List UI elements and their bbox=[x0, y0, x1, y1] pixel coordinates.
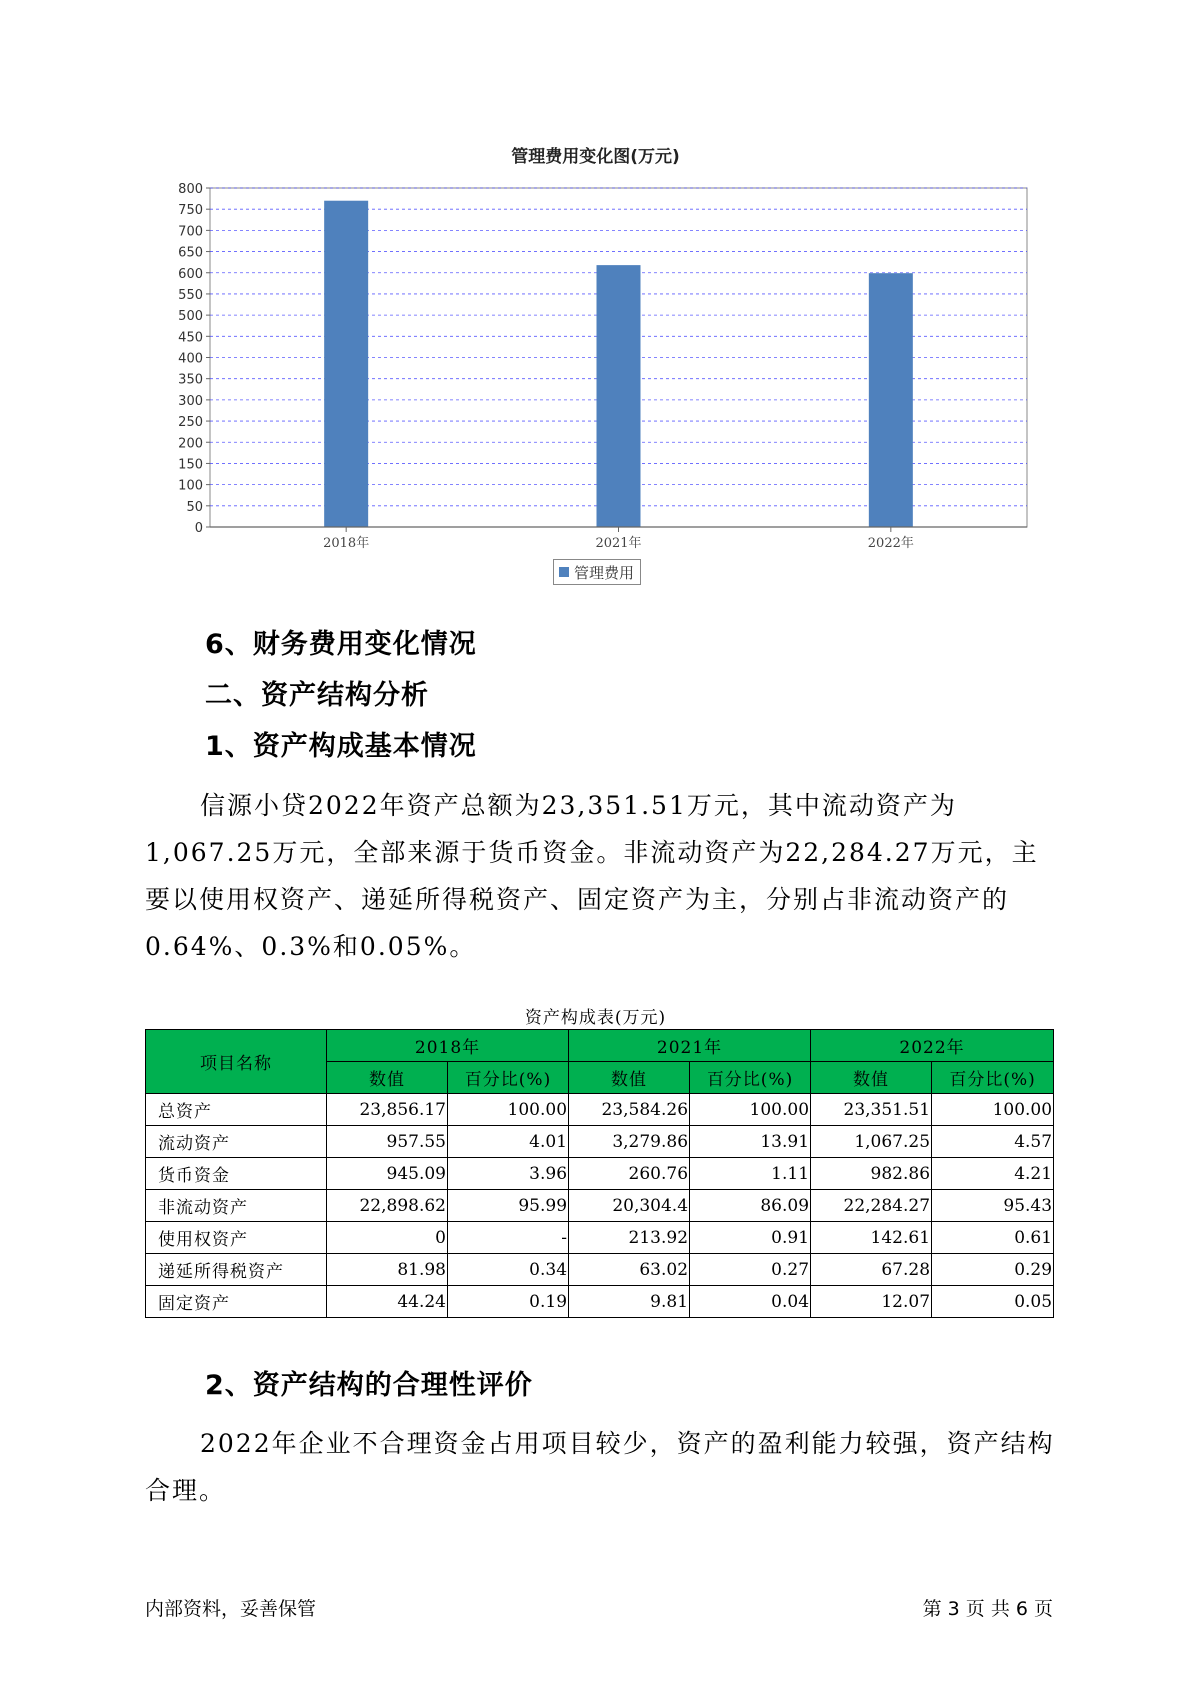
footer-page-info: 第 3 页 共 6 页 bbox=[922, 1598, 1053, 1620]
chart-legend bbox=[553, 559, 641, 585]
table-row bbox=[146, 1222, 1054, 1254]
header-value: 数值 bbox=[327, 1062, 448, 1094]
y-tick-label: 50 bbox=[186, 499, 203, 515]
table-row bbox=[146, 1126, 1054, 1158]
row-percent-cell: 3.96 bbox=[448, 1158, 569, 1190]
table-row bbox=[146, 1286, 1054, 1318]
chart-title: 管理费用变化图(万元) bbox=[511, 147, 680, 167]
heading-finance-cost: 6、财务费用变化情况 bbox=[205, 629, 477, 660]
row-value-cell: 1,067.25 bbox=[811, 1126, 932, 1158]
y-tick-label: 700 bbox=[178, 224, 203, 240]
x-tick-label: 2022年 bbox=[867, 536, 914, 551]
bar bbox=[869, 273, 913, 527]
row-value-cell: 9.81 bbox=[569, 1286, 690, 1318]
row-value-cell: 22,898.62 bbox=[327, 1190, 448, 1222]
row-item-name: 非流动资产 bbox=[146, 1190, 327, 1222]
row-value-cell: 957.55 bbox=[327, 1126, 448, 1158]
row-percent-cell: 95.43 bbox=[932, 1190, 1054, 1222]
y-tick-label: 150 bbox=[178, 457, 203, 473]
row-percent-cell: 1.11 bbox=[690, 1158, 811, 1190]
header-value: 数值 bbox=[811, 1062, 932, 1094]
y-tick-label: 550 bbox=[178, 287, 203, 303]
row-percent-cell: 4.57 bbox=[932, 1126, 1054, 1158]
header-year-2022: 2022年 bbox=[811, 1030, 1054, 1062]
row-percent-cell: 4.21 bbox=[932, 1158, 1054, 1190]
row-value-cell: 142.61 bbox=[811, 1222, 932, 1254]
table-header-row-years bbox=[146, 1030, 1054, 1062]
rationality-paragraph: 2022年企业不合理资金占用项目较少，资产的盈利能力较强，资产结构合理。 bbox=[145, 1429, 1055, 1505]
y-tick-label: 400 bbox=[178, 351, 203, 367]
row-percent-cell: 100.00 bbox=[690, 1094, 811, 1126]
row-percent-cell: 95.99 bbox=[448, 1190, 569, 1222]
y-tick-label: 750 bbox=[178, 203, 203, 219]
row-percent-cell: 0.34 bbox=[448, 1254, 569, 1286]
row-value-cell: 3,279.86 bbox=[569, 1126, 690, 1158]
row-percent-cell: 0.05 bbox=[932, 1286, 1054, 1318]
header-year-2021: 2021年 bbox=[569, 1030, 811, 1062]
row-value-cell: 982.86 bbox=[811, 1158, 932, 1190]
x-tick-label: 2021年 bbox=[595, 536, 642, 551]
bar bbox=[324, 201, 368, 527]
y-tick-label: 450 bbox=[178, 330, 203, 346]
heading-asset-rationality: 2、资产结构的合理性评价 bbox=[205, 1370, 533, 1401]
y-tick-label: 800 bbox=[178, 182, 203, 197]
row-item-name: 总资产 bbox=[146, 1094, 327, 1126]
row-value-cell: 23,856.17 bbox=[327, 1094, 448, 1126]
row-percent-cell: - bbox=[448, 1222, 569, 1254]
asset-summary-paragraph: 信源小贷2022年资产总额为23,351.51万元，其中流动资产为1,067.25万元，全部来源于货币资金。非流动资产为22,284.27万元，主要以使用权资产、递延所得税资产、固定资产为主，分别占非流动资产的0.64%、0.3%和0.05%。 bbox=[145, 791, 1039, 961]
table-row bbox=[146, 1254, 1054, 1286]
row-item-name: 递延所得税资产 bbox=[146, 1254, 327, 1286]
row-value-cell: 260.76 bbox=[569, 1158, 690, 1190]
y-tick-label: 0 bbox=[194, 521, 203, 536]
legend-label: 管理费用 bbox=[574, 563, 635, 582]
y-tick-label: 500 bbox=[178, 309, 203, 325]
row-value-cell: 945.09 bbox=[327, 1158, 448, 1190]
footer-confidential: 内部资料，妥善保管 bbox=[145, 1598, 317, 1620]
management-expense-chart bbox=[0, 0, 1191, 600]
row-value-cell: 22,284.27 bbox=[811, 1190, 932, 1222]
table-body bbox=[146, 1094, 1054, 1318]
row-value-cell: 63.02 bbox=[569, 1254, 690, 1286]
bar bbox=[597, 265, 641, 527]
legend-swatch bbox=[559, 567, 569, 577]
asset-composition-table bbox=[145, 1029, 1054, 1318]
header-item-name: 项目名称 bbox=[146, 1030, 327, 1094]
table-row bbox=[146, 1158, 1054, 1190]
row-value-cell: 81.98 bbox=[327, 1254, 448, 1286]
y-tick-label: 200 bbox=[178, 436, 203, 452]
row-percent-cell: 0.04 bbox=[690, 1286, 811, 1318]
row-percent-cell: 0.61 bbox=[932, 1222, 1054, 1254]
row-item-name: 货币资金 bbox=[146, 1158, 327, 1190]
row-value-cell: 23,584.26 bbox=[569, 1094, 690, 1126]
row-percent-cell: 100.00 bbox=[448, 1094, 569, 1126]
row-percent-cell: 0.27 bbox=[690, 1254, 811, 1286]
header-year-2018: 2018年 bbox=[327, 1030, 569, 1062]
row-value-cell: 0 bbox=[327, 1222, 448, 1254]
header-percent: 百分比(%) bbox=[932, 1062, 1054, 1094]
header-value: 数值 bbox=[569, 1062, 690, 1094]
table-row bbox=[146, 1190, 1054, 1222]
heading-asset-structure: 二、资产结构分析 bbox=[205, 680, 429, 711]
row-item-name: 使用权资产 bbox=[146, 1222, 327, 1254]
row-item-name: 固定资产 bbox=[146, 1286, 327, 1318]
row-percent-cell: 13.91 bbox=[690, 1126, 811, 1158]
y-tick-label: 100 bbox=[178, 478, 203, 494]
y-tick-label: 300 bbox=[178, 393, 203, 409]
row-percent-cell: 0.91 bbox=[690, 1222, 811, 1254]
row-item-name: 流动资产 bbox=[146, 1126, 327, 1158]
table-caption: 资产构成表(万元) bbox=[524, 1008, 667, 1028]
row-value-cell: 20,304.4 bbox=[569, 1190, 690, 1222]
x-tick-label: 2018年 bbox=[323, 536, 370, 551]
row-value-cell: 23,351.51 bbox=[811, 1094, 932, 1126]
row-percent-cell: 4.01 bbox=[448, 1126, 569, 1158]
y-tick-label: 350 bbox=[178, 372, 203, 388]
y-tick-label: 250 bbox=[178, 415, 203, 431]
y-tick-label: 650 bbox=[178, 245, 203, 261]
row-value-cell: 213.92 bbox=[569, 1222, 690, 1254]
heading-asset-basic: 1、资产构成基本情况 bbox=[205, 731, 477, 762]
row-percent-cell: 0.19 bbox=[448, 1286, 569, 1318]
row-percent-cell: 86.09 bbox=[690, 1190, 811, 1222]
y-tick-label: 600 bbox=[178, 266, 203, 282]
row-percent-cell: 0.29 bbox=[932, 1254, 1054, 1286]
table-row bbox=[146, 1094, 1054, 1126]
header-percent: 百分比(%) bbox=[448, 1062, 569, 1094]
row-percent-cell: 100.00 bbox=[932, 1094, 1054, 1126]
row-value-cell: 67.28 bbox=[811, 1254, 932, 1286]
row-value-cell: 12.07 bbox=[811, 1286, 932, 1318]
row-value-cell: 44.24 bbox=[327, 1286, 448, 1318]
header-percent: 百分比(%) bbox=[690, 1062, 811, 1094]
